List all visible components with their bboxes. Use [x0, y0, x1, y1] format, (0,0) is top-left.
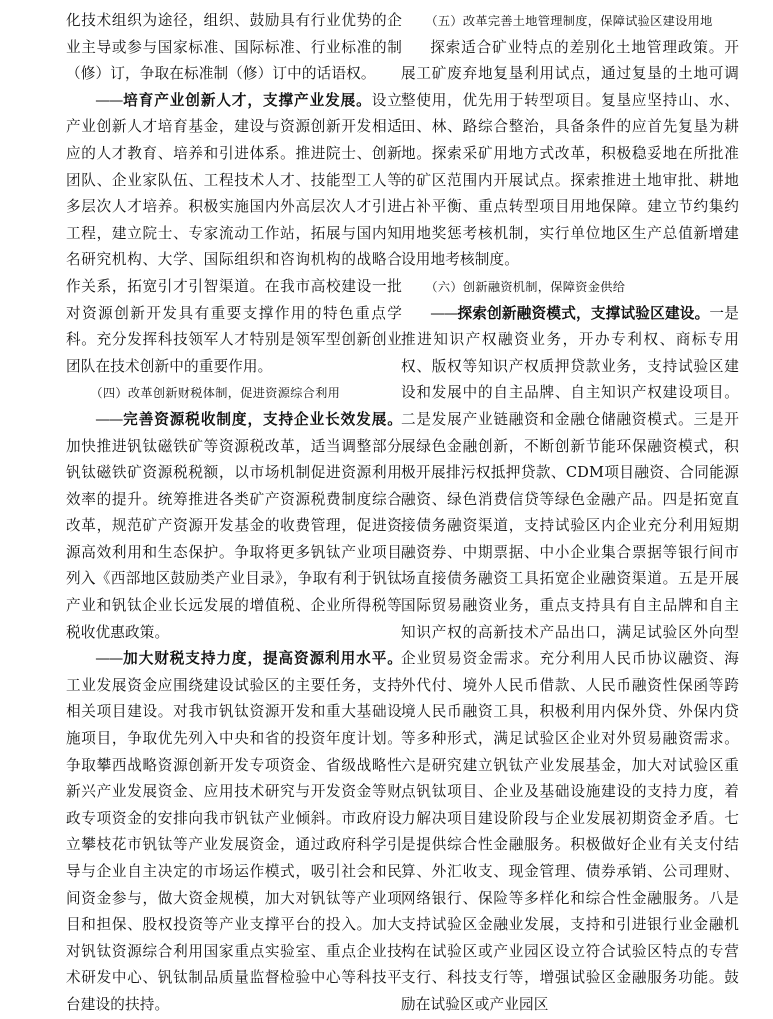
paragraph-lead-heading: 培育产业创新人才，支撑产业发展。 [122, 91, 372, 109]
paragraph-standards: 化技术组织为途径，组织、鼓励具有行业优势的企业主导或参与国家标准、国际标准、行业标准的制（修）订，争取在标准制（修）订中的话语权。 [66, 12, 402, 83]
em-dash: —— [95, 91, 123, 109]
paragraph-talent [66, 88, 402, 381]
section-heading-4: （四）改革创新财税体制，促进资源综合利用 [90, 386, 341, 401]
section-heading-6: （六）创新融资机制，保障资金供给 [425, 279, 626, 294]
em-dash: —— [430, 304, 458, 322]
em-dash: —— [95, 650, 123, 668]
paragraph-body: 工业发展资金应围绕建设试验区的主要任务，支持相关项目建设。对我市钒钛资源开发和重大基础设施项目，争取优先列入中央和省的投资年度计划。争取攀西战略资源创新开发专项资金、省级战略性新兴产业发展资金、应用技术研究与开发资金等财政专项资金的安排向我市钒钛产业倾斜。市政府设立攀枝花市钒钛等产业发展资金，通过政府科学引导与企业自主决定的市场运作模式，吸引社会和民间资金参与，做大资金规模，加大对钒钛等产业项目和担保、股权投资等产业支撑平台的投入。加大对钒钛资源综合利用国家重点实验室、重点企业技术研发中心、钒钛制品质量监督检验中心等科技平台建设的扶持。 [66, 676, 402, 1013]
right-column [401, 8, 739, 1019]
paragraph-lead-heading: 完善资源税收制度，支持企业长效发展。 [122, 410, 402, 428]
paragraph-body: 加快推进钒钛磁铁矿等资源税改革，适当调整部分钒钛磁铁矿资源税税额，以市场机制促进资源利用效率的提升。统筹推进各类矿产资源税费制度综合改革，规范矿产资源开发基金的收费管理，促进资源高效利用和生态保护。争取将更多钒钛产业项目列入《西部地区鼓励类产业目录》，争取有利于钒钛产业和钒钛企业长远发展的增值税、企业所得税等税收优惠政策。 [66, 437, 402, 641]
paragraph-land-policy: 探索适合矿业特点的差别化土地管理政策。开展工矿废弃地复垦利用试点，通过复垦的土地可调整使用，优先用于转型项目。复垦应坚持山、水、田、林、路综合整治，具备条件的应首先复垦为耕地。探索采矿用地方式改革，积极稳妥地在所批准的矿区范围内开展试点。探索推进土地审批、耕地占补平衡、重点转型项目用地保障。建立节约集约用地奖惩考核机制，实行单位地区生产总值新增建设用地考核制度。 [401, 38, 739, 269]
em-dash: —— [95, 410, 123, 428]
section-heading-5: （五）改革完善土地管理制度，保障试验区建设用地 [425, 14, 713, 28]
paragraph-body: 设立产业创新人才培育基金，建设与资源创新开发相适应的人才教育、培养和引进体系。推进院士、创新团队、企业家队伍、工程技术人才、技能型工人等多层次人才培养。积极实施国内外高层次人才引进工程，建立院士、专家流动工作站，拓展与国内知名研究机构、大学、国际组织和咨询机构的战略合作关系，拓宽引才引智渠道。在我市高校建设一批对资源创新开发具有重要支撑作用的特色重点学科。充分发挥科技领军人才特别是领军型创新创业团队在技术创新中的重要作用。 [66, 91, 402, 375]
paragraph-body: 一是推进知识产权融资业务，开办专利权、商标专用权、版权等知识产权质押贷款业务，支持试验区建设和发展中的自主品牌、自主知识产权建设项目。二是发展产业链融资和金融仓储融资模式。三是开展绿色金融创新，不断创新节能环保融资模式，积极开展排污权抵押贷款、CDM项目融资、合同能源融资、绿色消费信贷等绿色金融产品。四是拓宽直接债务融资渠道，支持试验区内企业充分利用短期融资券、中期票据、中小企业集合票据等银行间市场直接债务融资工具拓宽企业融资渠道。五是开展国际贸易融资业务，重点支持具有自主品牌和自主知识产权的高新技术产品出口，满足试验区外向型企业贸易资金需求。充分利用人民币协议融资、海外代付、境外人民币借款、人民币融资性保函等跨境人民币融资工具，积极利用内保外贷、外保内贷等多种形式，满足试验区企业对外贸易融资需求。六是研究建立钒钛产业发展基金，加大对试验区重点钒钛项目、企业及基础设施建设的支持力度，着力解决项目建设阶段与企业发展初期资金矛盾。七是提供综合性金融服务。积极做好企业有关支付结算、外汇收支、现金管理、债券承销、公司理财、网络银行、保险等多样化和综合性金融服务。八是支持试验区金融业发展，支持和引进银行业金融机构在试验区或产业园区设立符合试验区特点的专营支行、科技支行等，增强试验区金融服务功能。鼓励在试验区或产业园区 [401, 304, 739, 1013]
paragraph-lead-heading: 加大财税支持力度，提高资源利用水平。 [122, 650, 402, 668]
paragraph-lead-heading: 探索创新融资模式，支撑试验区建设。 [457, 304, 710, 322]
left-column [66, 8, 402, 1019]
paragraph-financing [401, 301, 739, 1019]
paragraph-resource-tax [66, 407, 402, 646]
paragraph-fiscal-support [66, 646, 402, 1018]
